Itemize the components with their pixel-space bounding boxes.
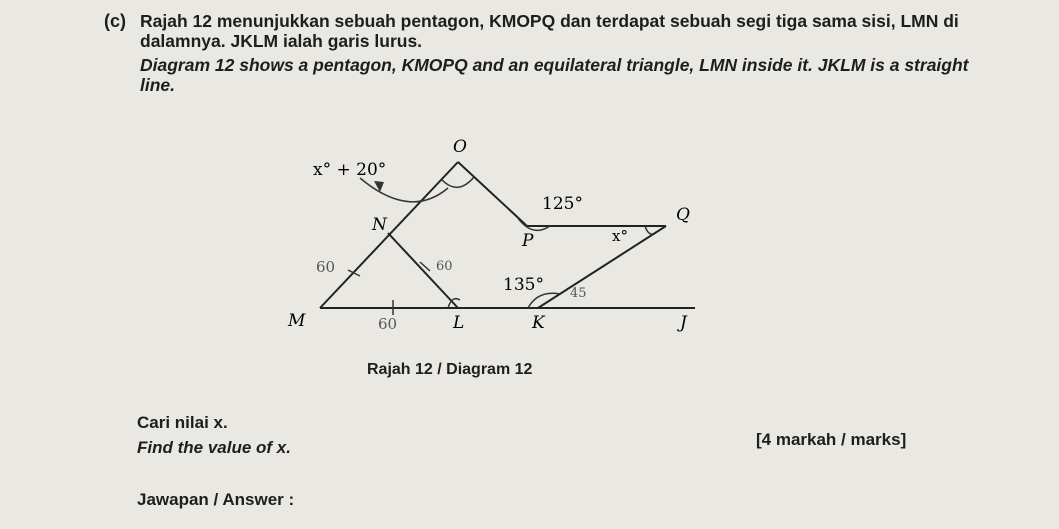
handwritten-note: 60 — [316, 258, 336, 276]
answer-label: Jawapan / Answer : — [137, 490, 295, 509]
question-text-malay: Rajah 12 menunjukkan sebuah pentagon, KMOPQ dan terdapat sebuah segi tiga sama sisi, LMN di dalamnya. JKLM ialah garis lurus. — [140, 11, 959, 51]
arrow-to-angle-o — [360, 178, 448, 202]
diagram-caption: Rajah 12 / Diagram 12 — [367, 361, 533, 378]
task-english: Find the value of x. — [137, 438, 291, 457]
angle-q-label: x° — [612, 227, 628, 245]
line-op — [458, 162, 527, 226]
vertex-k: K — [532, 313, 545, 333]
arc-angle-o — [442, 177, 474, 187]
handwritten-note: 45 — [570, 286, 587, 301]
arrow-head — [374, 181, 384, 192]
vertex-q: Q — [676, 205, 690, 225]
vertex-l: L — [453, 313, 465, 333]
vertex-j: J — [680, 313, 687, 333]
task-malay: Cari nilai x. — [137, 413, 228, 432]
question-text-english: Diagram 12 shows a pentagon, KMOPQ and an equilateral triangle, LMN inside it. JKLM is a straight line. — [140, 55, 969, 95]
angle-k-label: 135° — [503, 275, 544, 295]
line-qk — [538, 226, 666, 308]
arc-angle-p — [517, 217, 550, 230]
marks-label: [4 markah / marks] — [756, 430, 907, 449]
vertex-n: N — [372, 215, 387, 235]
vertex-o: O — [453, 137, 467, 157]
vertex-m: M — [288, 311, 306, 331]
pentagon-diagram — [270, 130, 730, 335]
handwritten-note: 60 — [436, 259, 453, 274]
arc-angle-q — [645, 226, 653, 234]
arc-angle-k — [528, 293, 560, 308]
handwritten-note: 60 — [378, 315, 398, 333]
angle-p-label: 125° — [542, 194, 583, 214]
angle-o-label: x° + 20° — [313, 160, 387, 180]
question-label: (c) — [104, 11, 126, 31]
vertex-p: P — [522, 231, 534, 251]
